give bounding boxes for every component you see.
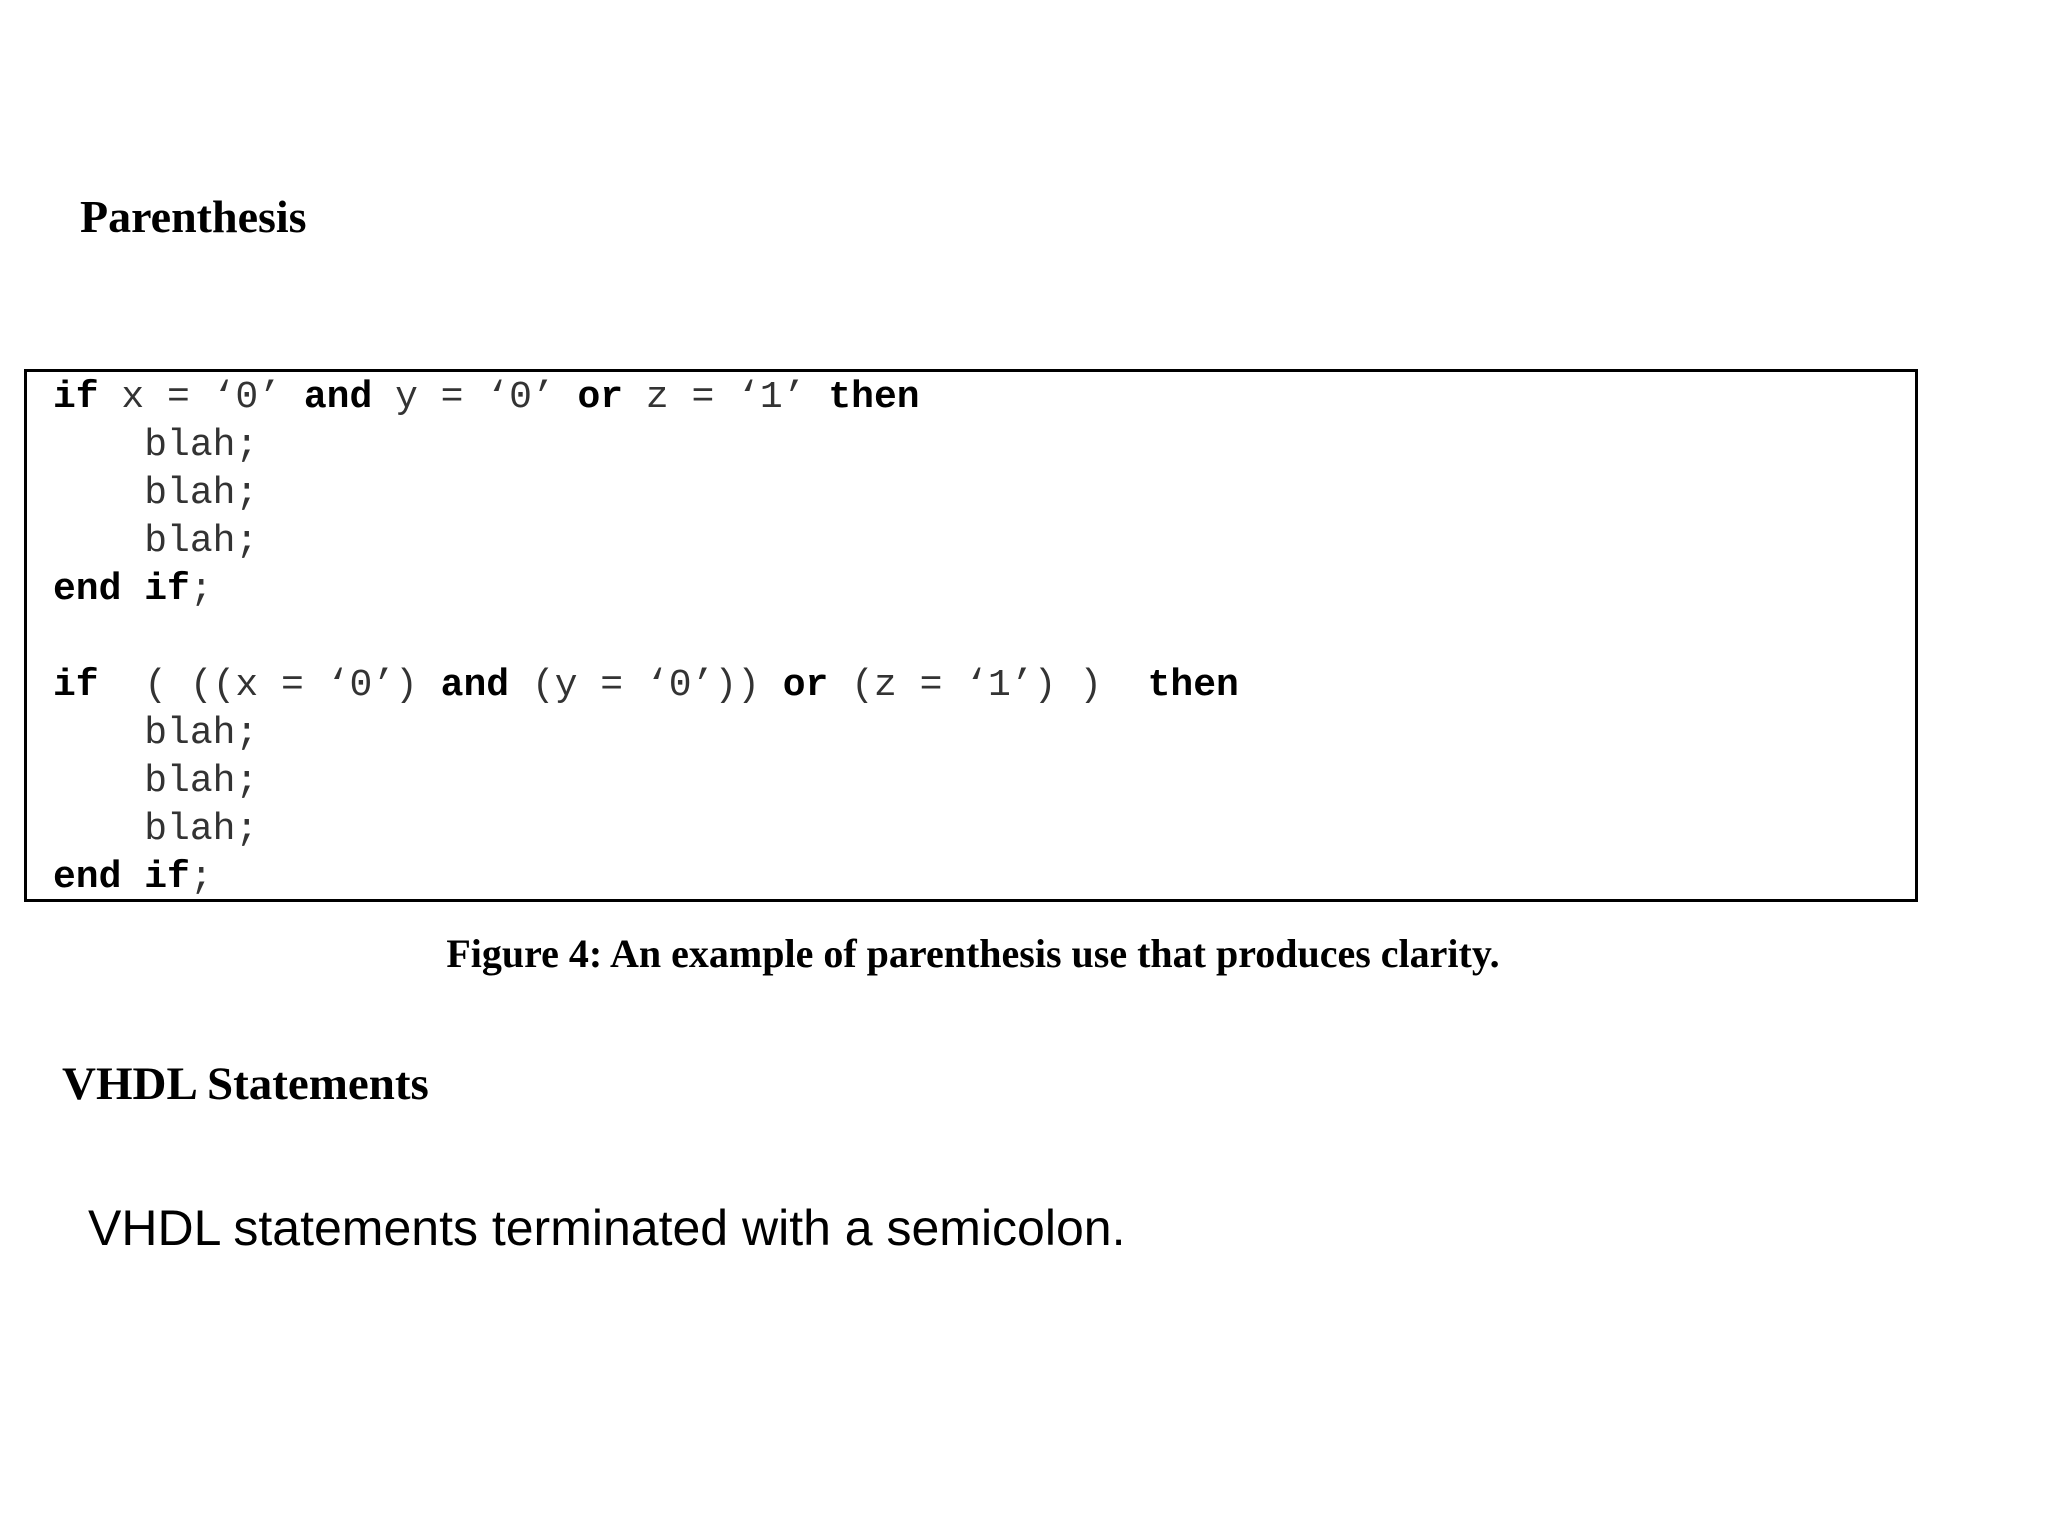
code-line-7	[53, 662, 1239, 710]
code-text: (y = ‘0’))	[509, 664, 783, 707]
code-keyword: if	[144, 568, 190, 611]
code-line-4	[53, 518, 258, 566]
code-keyword: and	[303, 376, 373, 419]
code-keyword: if	[144, 856, 190, 899]
code-text: blah;	[53, 712, 259, 755]
code-keyword: if	[53, 376, 99, 419]
code-text	[121, 568, 144, 611]
code-text: ( ((x = ‘0’)	[98, 664, 441, 707]
code-keyword: or	[577, 376, 624, 419]
section-heading-parenthesis: Parenthesis	[80, 191, 307, 242]
code-text	[121, 856, 144, 899]
code-line-3	[53, 470, 258, 518]
code-example-box	[24, 369, 1918, 902]
code-keyword: if	[53, 664, 99, 707]
code-text: blah;	[53, 808, 259, 851]
code-line-5	[53, 566, 213, 614]
code-text: ;	[189, 856, 213, 899]
code-line-11	[53, 854, 213, 902]
code-text: ;	[189, 568, 213, 611]
code-text: y = ‘0’	[372, 376, 578, 419]
code-text: (z = ‘1’) )	[828, 664, 1148, 707]
figure-caption: Figure 4: An example of parenthesis use that produces clarity.	[446, 931, 1500, 976]
code-text: blah;	[53, 472, 259, 515]
code-line-8	[53, 710, 258, 758]
code-line-1	[53, 374, 920, 422]
code-keyword: end	[53, 568, 122, 611]
body-text: VHDL statements terminated with a semicolon.	[88, 1200, 1126, 1256]
code-line-9	[53, 758, 258, 806]
code-keyword: end	[53, 856, 122, 899]
section-heading-vhdl-statements: VHDL Statements	[62, 1058, 429, 1110]
code-keyword: then	[1147, 664, 1239, 707]
code-text: blah;	[53, 520, 259, 563]
code-text: blah;	[53, 424, 259, 467]
code-keyword: or	[782, 664, 829, 707]
code-text: z = ‘1’	[623, 376, 829, 419]
code-text: blah;	[53, 760, 259, 803]
code-line-2	[53, 422, 258, 470]
code-line-10	[53, 806, 258, 854]
code-keyword: and	[440, 664, 510, 707]
code-keyword: then	[828, 376, 920, 419]
code-text: x = ‘0’	[98, 376, 304, 419]
